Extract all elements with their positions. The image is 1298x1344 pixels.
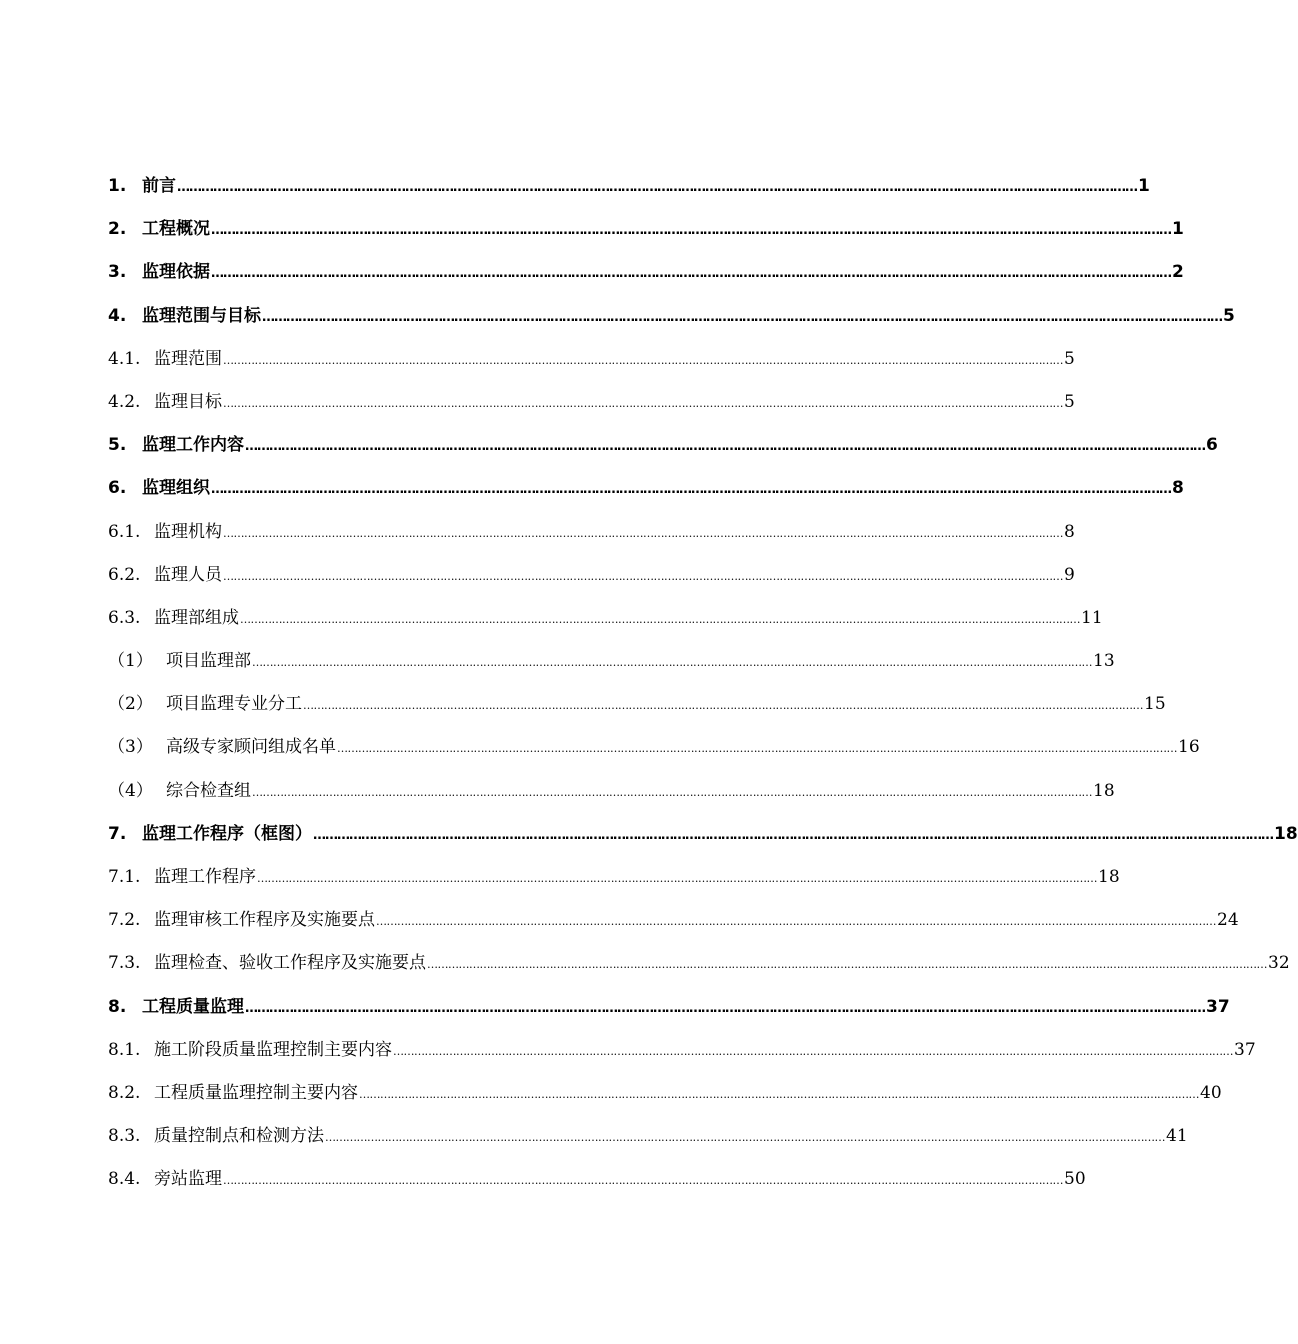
toc-leader-dots: …………………………………………………………………………………………………………………………………………………………………………………………………………………… xyxy=(211,482,1171,498)
toc-entry-title: 监理检查、验收工作程序及实施要点 xyxy=(154,953,426,974)
toc-leader-dots: …………………………………………………………………………………………………………………………………………………………………………………………………………………… xyxy=(303,699,1143,713)
toc-entry[interactable] xyxy=(108,165,1150,208)
toc-entry-page: 37 xyxy=(1234,1039,1256,1060)
toc-entry[interactable] xyxy=(108,467,1184,510)
toc-entry[interactable] xyxy=(108,856,1120,899)
toc-entry-title: 监理范围与目标 xyxy=(142,305,261,326)
toc-entry-number: 6.1. xyxy=(108,521,141,542)
toc-entry-page: 6 xyxy=(1206,435,1218,456)
toc-entry[interactable] xyxy=(108,640,1115,683)
toc-entry-title: 质量控制点和检测方法 xyxy=(154,1126,324,1147)
toc-entry-title: 工程质量监理 xyxy=(142,996,244,1017)
toc-entry-page: 32 xyxy=(1268,953,1290,974)
toc-entry[interactable] xyxy=(108,986,1230,1029)
toc-entry[interactable] xyxy=(108,683,1166,726)
toc-leader-dots: …………………………………………………………………………………………………………………………………………………………………………………………………………………… xyxy=(252,656,1092,670)
toc-entry-number: 8.4. xyxy=(108,1169,141,1190)
toc-entry-page: 11 xyxy=(1081,607,1103,628)
toc-entry-page: 5 xyxy=(1064,348,1075,369)
toc-leader-dots: …………………………………………………………………………………………………………………………………………………………………………………………………………………… xyxy=(245,1000,1205,1016)
toc-entry-page: 1 xyxy=(1138,176,1150,196)
toc-leader-dots: …………………………………………………………………………………………………………………………………………………………………………………………………………………… xyxy=(223,1174,1063,1188)
toc-entry-title: 监理机构 xyxy=(154,521,222,542)
toc-entry-number: 1. xyxy=(108,176,127,196)
toc-entry[interactable] xyxy=(108,251,1184,294)
toc-entry[interactable] xyxy=(108,511,1075,554)
toc-entry-page: 50 xyxy=(1064,1169,1086,1190)
toc-entry-title: 工程概况 xyxy=(142,219,210,240)
toc-entry-number: 6.2. xyxy=(108,564,141,585)
toc-entry-page: 8 xyxy=(1172,478,1184,499)
toc-entry[interactable] xyxy=(108,899,1239,942)
toc-entry-number: 6.3. xyxy=(108,607,141,628)
toc-entry-title: 综合检查组 xyxy=(166,780,251,801)
toc-leader-dots: …………………………………………………………………………………………………………………………………………………………………………………………………………………… xyxy=(223,526,1063,540)
toc-entry-page: 13 xyxy=(1093,651,1115,672)
toc-leader-dots: …………………………………………………………………………………………………………………………………………………………………………………………………………………… xyxy=(325,1131,1165,1145)
toc-entry[interactable] xyxy=(108,381,1075,424)
toc-entry-page: 16 xyxy=(1178,737,1200,758)
toc-entry-number: （2） xyxy=(108,694,153,715)
toc-entry-page: 37 xyxy=(1206,996,1230,1017)
toc-leader-dots: …………………………………………………………………………………………………………………………………………………………………………………………………………………… xyxy=(257,872,1097,885)
toc-entry-page: 40 xyxy=(1200,1082,1222,1103)
toc-leader-dots: …………………………………………………………………………………………………………………………………………………………………………………………………………………… xyxy=(359,1087,1199,1101)
toc-leader-dots: …………………………………………………………………………………………………………………………………………………………………………………………………………………… xyxy=(337,742,1177,756)
toc-entry-page: 2 xyxy=(1172,262,1184,283)
toc-leader-dots: …………………………………………………………………………………………………………………………………………………………………………………………………………………… xyxy=(252,785,1092,799)
toc-entry-title: 工程质量监理控制主要内容 xyxy=(154,1082,358,1103)
toc-entry[interactable] xyxy=(108,770,1115,813)
toc-entry-title: 监理部组成 xyxy=(154,607,239,628)
toc-entry-number: 7.3. xyxy=(108,953,141,974)
toc-leader-dots: …………………………………………………………………………………………………………………………………………………………………………………………………………………… xyxy=(376,915,1216,929)
toc-entry[interactable] xyxy=(108,1115,1188,1158)
toc-entry-title: 施工阶段质量监理控制主要内容 xyxy=(154,1039,392,1060)
toc-entry-number: 8.1. xyxy=(108,1039,141,1060)
toc-entry-title: 监理范围 xyxy=(154,348,222,369)
toc-entry-page: 5 xyxy=(1064,391,1075,412)
toc-leader-dots: …………………………………………………………………………………………………………………………………………………………………………………………………………………… xyxy=(427,958,1267,972)
toc-entry-page: 15 xyxy=(1144,694,1166,715)
toc-leader-dots: …………………………………………………………………………………………………………………………………………………………………………………………………………………… xyxy=(211,223,1171,239)
table-of-contents xyxy=(108,165,1298,1202)
toc-entry-title: 监理审核工作程序及实施要点 xyxy=(154,910,375,931)
toc-entry-number: 4. xyxy=(108,305,127,326)
toc-leader-dots: …………………………………………………………………………………………………………………………………………………………………………………………………………………… xyxy=(223,569,1063,583)
toc-entry[interactable] xyxy=(108,295,1235,338)
toc-entry-title: 监理工作程序（框图） xyxy=(142,823,312,844)
toc-entry[interactable] xyxy=(108,554,1075,597)
toc-entry-number: 4.2. xyxy=(108,391,141,412)
toc-entry-number: 6. xyxy=(108,478,127,499)
toc-entry-number: 3. xyxy=(108,262,127,283)
toc-entry-title: 监理人员 xyxy=(154,564,222,585)
toc-leader-dots: …………………………………………………………………………………………………………………………………………………………………………………………………………………… xyxy=(240,612,1080,626)
toc-entry-number: 2. xyxy=(108,219,127,240)
toc-entry-number: 5. xyxy=(108,435,127,456)
toc-entry-title: 旁站监理 xyxy=(154,1169,222,1190)
toc-entry-title: 项目监理部 xyxy=(166,651,251,672)
toc-entry-page: 9 xyxy=(1064,564,1075,585)
toc-entry-title: 前言 xyxy=(142,176,176,196)
toc-leader-dots: …………………………………………………………………………………………………………………………………………………………………………………………………………………… xyxy=(245,439,1205,455)
toc-entry-page: 41 xyxy=(1166,1126,1188,1147)
toc-entry-page: 18 xyxy=(1093,780,1115,801)
toc-entry-number: 8.2. xyxy=(108,1082,141,1103)
toc-entry-number: （4） xyxy=(108,780,153,801)
toc-entry-page: 5 xyxy=(1223,305,1235,326)
toc-entry-page: 1 xyxy=(1172,219,1184,240)
toc-entry-title: 监理目标 xyxy=(154,391,222,412)
toc-entry-page: 18 xyxy=(1274,823,1298,844)
toc-entry-number: 7.2. xyxy=(108,910,141,931)
toc-leader-dots: …………………………………………………………………………………………………………………………………………………………………………………………………………………… xyxy=(211,266,1171,282)
toc-entry-title: 监理工作程序 xyxy=(154,867,256,887)
toc-leader-dots: …………………………………………………………………………………………………………………………………………………………………………………………………………………… xyxy=(223,353,1063,367)
toc-entry[interactable] xyxy=(108,338,1075,381)
toc-entry-page: 8 xyxy=(1064,521,1075,542)
toc-entry[interactable] xyxy=(108,597,1103,640)
toc-entry-number: 8.3. xyxy=(108,1126,141,1147)
toc-leader-dots: …………………………………………………………………………………………………………………………………………………………………………………………………………………… xyxy=(223,396,1063,410)
toc-entry-title: 监理组织 xyxy=(142,478,210,499)
toc-leader-dots: …………………………………………………………………………………………………………………………………………………………………………………………………………………… xyxy=(262,309,1222,325)
toc-leader-dots: …………………………………………………………………………………………………………………………………………………………………………………………………………………… xyxy=(177,180,1137,195)
toc-entry[interactable] xyxy=(108,942,1290,985)
toc-entry[interactable] xyxy=(108,208,1184,251)
toc-entry-page: 24 xyxy=(1217,910,1239,931)
toc-entry-number: （3） xyxy=(108,737,153,758)
toc-entry-number: 4.1. xyxy=(108,348,141,369)
toc-entry-number: 8. xyxy=(108,996,127,1017)
toc-entry[interactable] xyxy=(108,726,1200,769)
toc-leader-dots: …………………………………………………………………………………………………………………………………………………………………………………………………………………… xyxy=(393,1044,1233,1058)
toc-entry[interactable] xyxy=(108,424,1218,467)
toc-entry-number: 7.1. xyxy=(108,867,141,887)
toc-leader-dots: …………………………………………………………………………………………………………………………………………………………………………………………………………………… xyxy=(313,827,1273,843)
toc-entry-title: 项目监理专业分工 xyxy=(166,694,302,715)
toc-entry-number: 7. xyxy=(108,823,127,844)
toc-entry[interactable] xyxy=(108,1158,1086,1201)
toc-entry[interactable] xyxy=(108,813,1298,856)
toc-entry[interactable] xyxy=(108,1029,1256,1072)
toc-entry-number: （1） xyxy=(108,651,153,672)
toc-entry-title: 监理依据 xyxy=(142,262,210,283)
toc-entry-page: 18 xyxy=(1098,867,1120,887)
toc-entry-title: 高级专家顾问组成名单 xyxy=(166,737,336,758)
toc-entry[interactable] xyxy=(108,1072,1222,1115)
toc-entry-title: 监理工作内容 xyxy=(142,435,244,456)
